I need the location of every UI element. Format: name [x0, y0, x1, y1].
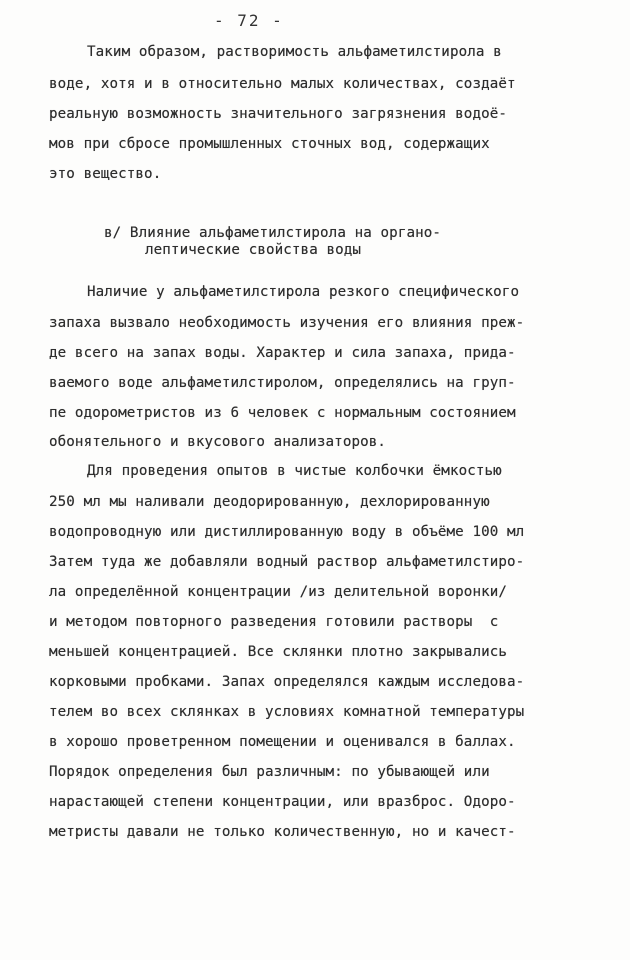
page-number: - 72 - [214, 11, 284, 30]
paragraph-3-line-5: ла определённой концентрации /из делительной воронки/ [49, 584, 508, 600]
paragraph-2-line-3: де всего на запах воды. Характер и сила запаха, прида- [49, 345, 516, 361]
paragraph-2-line-4: ваемого воде альфаметилстиролом, определялись на груп- [49, 375, 516, 391]
paragraph-3-line-1: Для проведения опытов в чистые колбочки ёмкостью [87, 463, 502, 479]
paragraph-3-line-3: водопроводную или дистиллированную воду в объёме 100 мл [49, 524, 525, 540]
paragraph-3-line-11: Порядок определения был различным: по убывающей или [49, 764, 490, 780]
paragraph-3-line-13: метристы давали не только количественную, но и качест- [49, 824, 516, 840]
paragraph-1-line-4: мов при сбросе промышленных сточных вод, содержащих [49, 136, 490, 152]
paragraph-3-line-8: корковыми пробками. Запах определялся каждым исследова- [49, 674, 525, 690]
paragraph-2-line-1: Наличие у альфаметилстирола резкого специфического [87, 284, 520, 300]
section-heading-line-2: лептические свойства воды [145, 242, 362, 258]
paragraph-2-line-5: пе одорометристов из 6 человек с нормальным состоянием [49, 405, 516, 421]
paragraph-3-line-6: и методом повторного разведения готовили растворы с [49, 614, 499, 630]
paragraph-3-line-9: телем во всех склянках в условиях комнатной температуры [49, 704, 525, 720]
paragraph-1-line-3: реальную возможность значительного загрязнения водоё- [49, 106, 508, 122]
paragraph-3-line-4: Затем туда же добавляли водный раствор альфаметилстиро- [49, 554, 525, 570]
paragraph-3-line-10: в хорошо проветренном помещении и оценивался в баллах. [49, 734, 516, 750]
paragraph-3-line-2: 250 мл мы наливали деодорированную, дехлорированную [49, 494, 490, 510]
paragraph-2-line-2: запаха вызвало необходимость изучения его влияния преж- [49, 315, 525, 331]
section-heading-line-1: в/ Влияние альфаметилстирола на органо- [104, 225, 442, 241]
paragraph-1-line-1: Таким образом, растворимость альфаметилстирола в [87, 44, 502, 60]
paragraph-3-line-7: меньшей концентрацией. Все склянки плотно закрывались [49, 644, 508, 660]
paragraph-2-line-6: обонятельного и вкусового анализаторов. [49, 434, 387, 450]
paragraph-3-line-12: нарастающей степени концентрации, или вразброс. Одоро- [49, 794, 516, 810]
paragraph-1-line-5: это вещество. [49, 166, 162, 182]
paragraph-1-line-2: воде, хотя и в относительно малых количествах, создаёт [49, 76, 516, 92]
